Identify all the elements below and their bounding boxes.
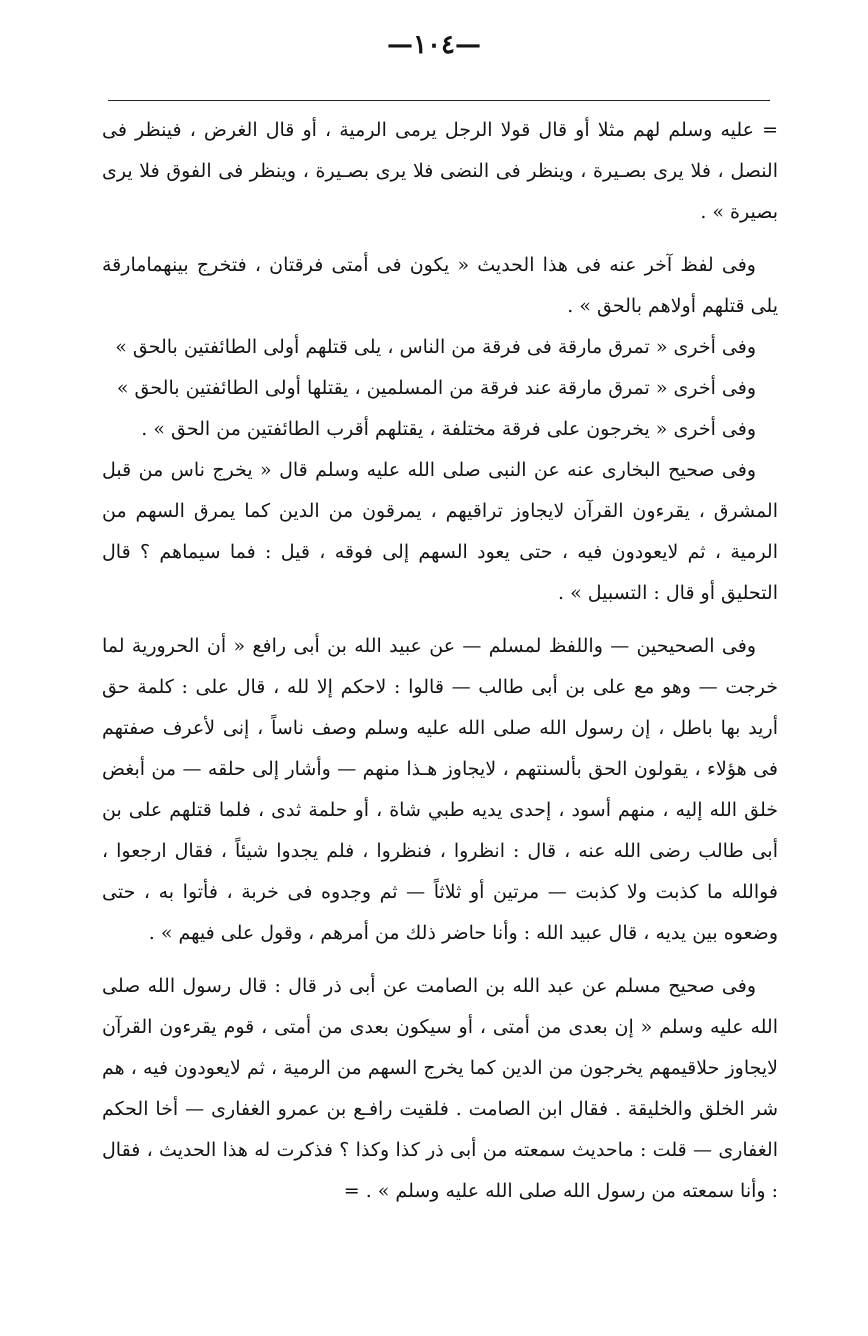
header-rule <box>108 100 770 101</box>
paragraph-muslim: وفى صحيح مسلم عن عبد الله بن الصامت عن أبى ذر قال : قال رسول الله صلى الله عليه وسلم « إن بعدى من أمتى ، أو سيكون بعدى من أمتى ، قوم يقرءون القرآن لايجاوز حلاقيمهم يخرجون من الدين كما يخرج السهم من الرمية ، ثم لايعودون فيه ، هم شر الخلق والخليقة . فقال ابن الصامت . فلقيت رافـع بن عمرو الغفارى — أخا الحكم الغفارى — قلت : ماحديث سمعته من أبى ذر كذا وكذا ؟ فذكرت له هذا الحديث ، فقال : وأنا سمعته من رسول الله صلى الله عليه وسلم » . = <box>102 975 778 1202</box>
body-text <box>102 110 778 1212</box>
page-number: —١٠٤— <box>387 30 481 60</box>
paragraph-another-version-1: وفى أخرى « تمرق مارقة فى فرقة من الناس ، يلى قتلهم أولى الطائفتين بالحق » <box>115 336 756 358</box>
paragraph-sahihayn: وفى الصحيحين — واللفظ لمسلم — عن عبيد الله بن أبى رافع « أن الحرورية لما خرجت — وهو مع على بن أبى طالب — قالوا : لاحكم إلا لله ، قال على : كلمة حق أريد بها باطل ، إن رسول الله صلى الله عليه وسلم وصف ناساً ، إنى لأعرف صفتهم فى هؤلاء ، يقولون الحق بألسنتهم ، لايجاوز هـذا منهم — وأشار إلى حلقه — من أبغض خلق الله إليه ، منهم أسود ، إحدى يديه طبي شاة ، أو حلمة ثدى ، فلما قتلهم على بن أبى طالب رضى الله عنه ، قال : انظروا ، فنظروا ، فلم يجدوا شيئاً ، فقال ارجعوا ، فوالله ما كذبت ولا كذبت — مرتين أو ثلاثاً — ثم وجدوه فى خربة ، فأتوا به ، حتى وضعوه بين يديه ، قال عبيد الله : وأنا حاضر ذلك من أمرهم ، وقول على فيهم » . <box>102 635 778 944</box>
paragraph-another-version-3: وفى أخرى « يخرجون على فرقة مختلفة ، يقتلهم أقرب الطائفتين من الحق » . <box>141 418 756 440</box>
paragraph-bukhari: وفى صحيح البخارى عنه عن النبى صلى الله عليه وسلم قال « يخرج ناس من قبل المشرق ، يقرءون القرآن لايجاوز تراقيهم ، يمرقون من الدين كما يمرق السهم من الرمية ، ثم لايعودون فيه ، حتى يعود السهم إلى فوقه ، قيل : فما سيماهم ؟ قال التحليق أو قال : التسبيل » . <box>102 459 778 604</box>
paragraph-continuation: = عليه وسلم لهم مثلا أو قال قولا الرجل يرمى الرمية ، أو قال الغرض ، فينظر فى النصل ، فلا يرى بصـيرة ، وينظر فى النضى فلا يرى بصـيرة ، وينظر فى الفوق فلا يرى بصيرة » . <box>102 119 778 223</box>
paragraph-another-version-2: وفى أخرى « تمرق مارقة عند فرقة من المسلمين ، يقتلها أولى الطائفتين بالحق » <box>116 377 756 399</box>
paragraph-another-wording: وفى لفظ آخر عنه فى هذا الحديث « يكون فى أمتى فرقتان ، فتخرج بينهمامارقة يلى قتلهم أولاهم بالحق » . <box>102 254 778 317</box>
